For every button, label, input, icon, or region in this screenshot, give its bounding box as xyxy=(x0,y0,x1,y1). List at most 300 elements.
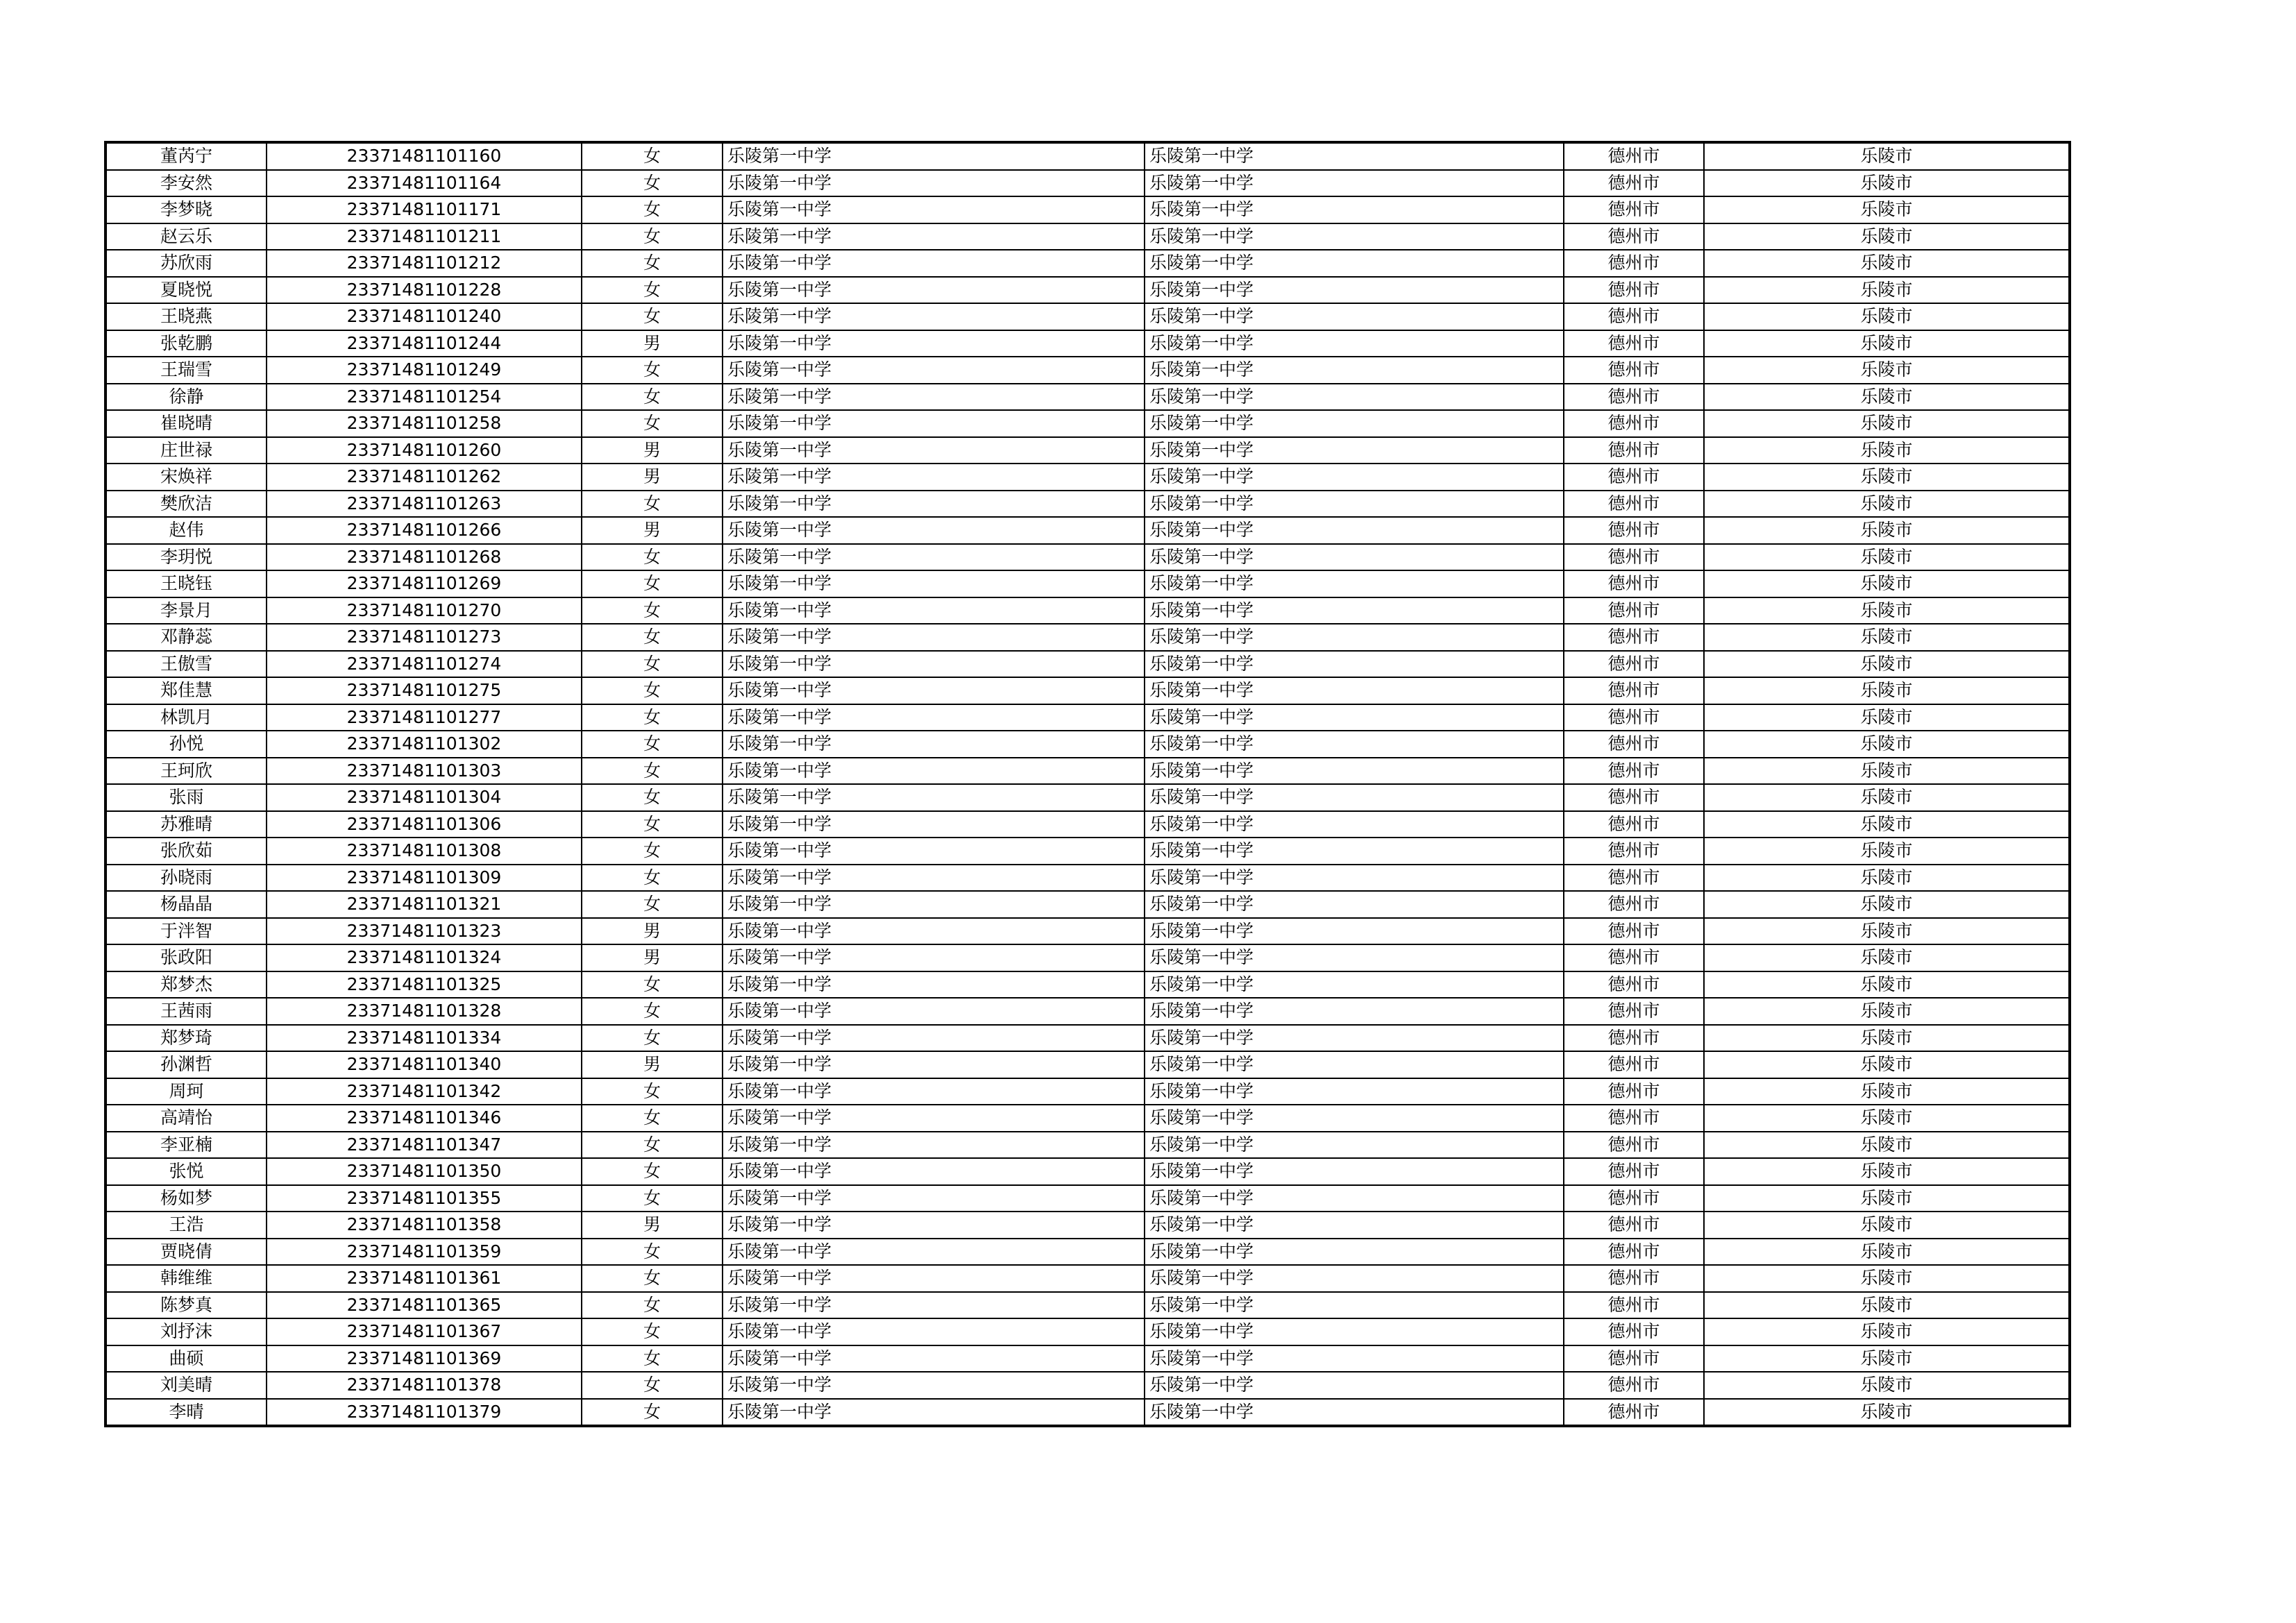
school-cell: 乐陵第一中学 xyxy=(723,998,1145,1025)
gender-cell: 女 xyxy=(582,731,723,758)
gender-cell: 男 xyxy=(582,944,723,971)
student-name-cell: 周珂 xyxy=(105,1078,267,1105)
school-cell: 乐陵第一中学 xyxy=(723,677,1145,704)
exam-number-cell: 23371481101266 xyxy=(267,517,582,544)
county-cell: 乐陵市 xyxy=(1704,437,2070,464)
county-cell: 乐陵市 xyxy=(1704,1265,2070,1292)
table-row xyxy=(105,1399,2070,1427)
exam-site-cell: 乐陵第一中学 xyxy=(1145,1345,1564,1373)
exam-site-cell: 乐陵第一中学 xyxy=(1145,491,1564,518)
student-name-cell: 邓静蕊 xyxy=(105,624,267,651)
table-row xyxy=(105,651,2070,678)
table-row xyxy=(105,918,2070,945)
gender-cell: 女 xyxy=(582,1399,723,1427)
county-cell: 乐陵市 xyxy=(1704,811,2070,838)
exam-site-cell: 乐陵第一中学 xyxy=(1145,998,1564,1025)
gender-cell: 女 xyxy=(582,170,723,197)
exam-number-cell: 23371481101309 xyxy=(267,865,582,892)
student-name-cell: 刘美晴 xyxy=(105,1372,267,1399)
exam-number-cell: 23371481101342 xyxy=(267,1078,582,1105)
exam-site-cell: 乐陵第一中学 xyxy=(1145,250,1564,277)
exam-number-cell: 23371481101347 xyxy=(267,1132,582,1159)
gender-cell: 女 xyxy=(582,250,723,277)
student-name-cell: 刘抒沫 xyxy=(105,1318,267,1345)
table-row xyxy=(105,277,2070,304)
gender-cell: 男 xyxy=(582,517,723,544)
gender-cell: 女 xyxy=(582,758,723,785)
city-cell: 德州市 xyxy=(1564,384,1704,411)
table-row xyxy=(105,303,2070,330)
student-name-cell: 张悦 xyxy=(105,1158,267,1185)
city-cell: 德州市 xyxy=(1564,1025,1704,1052)
county-cell: 乐陵市 xyxy=(1704,1185,2070,1212)
city-cell: 德州市 xyxy=(1564,1132,1704,1159)
exam-site-cell: 乐陵第一中学 xyxy=(1145,677,1564,704)
gender-cell: 女 xyxy=(582,811,723,838)
county-cell: 乐陵市 xyxy=(1704,384,2070,411)
exam-site-cell: 乐陵第一中学 xyxy=(1145,731,1564,758)
county-cell: 乐陵市 xyxy=(1704,1345,2070,1373)
exam-site-cell: 乐陵第一中学 xyxy=(1145,838,1564,865)
city-cell: 德州市 xyxy=(1564,784,1704,811)
county-cell: 乐陵市 xyxy=(1704,1158,2070,1185)
school-cell: 乐陵第一中学 xyxy=(723,491,1145,518)
student-name-cell: 孙晓雨 xyxy=(105,865,267,892)
student-name-cell: 徐静 xyxy=(105,384,267,411)
school-cell: 乐陵第一中学 xyxy=(723,784,1145,811)
student-name-cell: 庄世禄 xyxy=(105,437,267,464)
table-row xyxy=(105,998,2070,1025)
gender-cell: 男 xyxy=(582,464,723,491)
table-row xyxy=(105,196,2070,223)
exam-number-cell: 23371481101269 xyxy=(267,570,582,597)
city-cell: 德州市 xyxy=(1564,838,1704,865)
school-cell: 乐陵第一中学 xyxy=(723,944,1145,971)
exam-number-cell: 23371481101260 xyxy=(267,437,582,464)
city-cell: 德州市 xyxy=(1564,491,1704,518)
exam-site-cell: 乐陵第一中学 xyxy=(1145,758,1564,785)
exam-site-cell: 乐陵第一中学 xyxy=(1145,1372,1564,1399)
city-cell: 德州市 xyxy=(1564,1265,1704,1292)
county-cell: 乐陵市 xyxy=(1704,1239,2070,1266)
table-row xyxy=(105,1158,2070,1185)
exam-number-cell: 23371481101355 xyxy=(267,1185,582,1212)
school-cell: 乐陵第一中学 xyxy=(723,357,1145,384)
exam-number-cell: 23371481101303 xyxy=(267,758,582,785)
city-cell: 德州市 xyxy=(1564,250,1704,277)
school-cell: 乐陵第一中学 xyxy=(723,1399,1145,1427)
city-cell: 德州市 xyxy=(1564,1078,1704,1105)
school-cell: 乐陵第一中学 xyxy=(723,758,1145,785)
exam-site-cell: 乐陵第一中学 xyxy=(1145,651,1564,678)
exam-number-cell: 23371481101359 xyxy=(267,1239,582,1266)
gender-cell: 女 xyxy=(582,597,723,624)
school-cell: 乐陵第一中学 xyxy=(723,1372,1145,1399)
table-row xyxy=(105,1318,2070,1345)
school-cell: 乐陵第一中学 xyxy=(723,971,1145,999)
exam-number-cell: 23371481101378 xyxy=(267,1372,582,1399)
student-name-cell: 李亚楠 xyxy=(105,1132,267,1159)
gender-cell: 女 xyxy=(582,1158,723,1185)
city-cell: 德州市 xyxy=(1564,1372,1704,1399)
table-row xyxy=(105,731,2070,758)
county-cell: 乐陵市 xyxy=(1704,731,2070,758)
table-row xyxy=(105,1105,2070,1132)
exam-site-cell: 乐陵第一中学 xyxy=(1145,142,1564,170)
gender-cell: 女 xyxy=(582,677,723,704)
county-cell: 乐陵市 xyxy=(1704,1025,2070,1052)
student-name-cell: 苏雅晴 xyxy=(105,811,267,838)
exam-site-cell: 乐陵第一中学 xyxy=(1145,570,1564,597)
county-cell: 乐陵市 xyxy=(1704,704,2070,731)
exam-site-cell: 乐陵第一中学 xyxy=(1145,1185,1564,1212)
city-cell: 德州市 xyxy=(1564,357,1704,384)
exam-site-cell: 乐陵第一中学 xyxy=(1145,1318,1564,1345)
county-cell: 乐陵市 xyxy=(1704,838,2070,865)
school-cell: 乐陵第一中学 xyxy=(723,544,1145,571)
exam-site-cell: 乐陵第一中学 xyxy=(1145,544,1564,571)
exam-number-cell: 23371481101346 xyxy=(267,1105,582,1132)
gender-cell: 女 xyxy=(582,1265,723,1292)
gender-cell: 女 xyxy=(582,1132,723,1159)
gender-cell: 女 xyxy=(582,971,723,999)
school-cell: 乐陵第一中学 xyxy=(723,1025,1145,1052)
school-cell: 乐陵第一中学 xyxy=(723,624,1145,651)
county-cell: 乐陵市 xyxy=(1704,944,2070,971)
exam-site-cell: 乐陵第一中学 xyxy=(1145,918,1564,945)
school-cell: 乐陵第一中学 xyxy=(723,918,1145,945)
city-cell: 德州市 xyxy=(1564,142,1704,170)
city-cell: 德州市 xyxy=(1564,597,1704,624)
table-row xyxy=(105,570,2070,597)
exam-number-cell: 23371481101324 xyxy=(267,944,582,971)
city-cell: 德州市 xyxy=(1564,998,1704,1025)
county-cell: 乐陵市 xyxy=(1704,250,2070,277)
city-cell: 德州市 xyxy=(1564,758,1704,785)
table-row xyxy=(105,597,2070,624)
exam-site-cell: 乐陵第一中学 xyxy=(1145,597,1564,624)
table-row xyxy=(105,384,2070,411)
student-name-cell: 孙渊哲 xyxy=(105,1051,267,1078)
student-name-cell: 李玥悦 xyxy=(105,544,267,571)
exam-number-cell: 23371481101211 xyxy=(267,223,582,250)
city-cell: 德州市 xyxy=(1564,1345,1704,1373)
table-row xyxy=(105,811,2070,838)
city-cell: 德州市 xyxy=(1564,170,1704,197)
student-name-cell: 王傲雪 xyxy=(105,651,267,678)
exam-number-cell: 23371481101328 xyxy=(267,998,582,1025)
exam-site-cell: 乐陵第一中学 xyxy=(1145,1078,1564,1105)
county-cell: 乐陵市 xyxy=(1704,1372,2070,1399)
exam-number-cell: 23371481101302 xyxy=(267,731,582,758)
table-row xyxy=(105,223,2070,250)
school-cell: 乐陵第一中学 xyxy=(723,277,1145,304)
student-name-cell: 苏欣雨 xyxy=(105,250,267,277)
school-cell: 乐陵第一中学 xyxy=(723,891,1145,918)
school-cell: 乐陵第一中学 xyxy=(723,410,1145,437)
student-name-cell: 王浩 xyxy=(105,1212,267,1239)
gender-cell: 女 xyxy=(582,1292,723,1319)
county-cell: 乐陵市 xyxy=(1704,303,2070,330)
city-cell: 德州市 xyxy=(1564,811,1704,838)
table-row xyxy=(105,1265,2070,1292)
gender-cell: 男 xyxy=(582,1051,723,1078)
roster-sheet xyxy=(104,141,2068,1427)
exam-number-cell: 23371481101350 xyxy=(267,1158,582,1185)
exam-site-cell: 乐陵第一中学 xyxy=(1145,277,1564,304)
exam-number-cell: 23371481101304 xyxy=(267,784,582,811)
table-row xyxy=(105,1345,2070,1373)
school-cell: 乐陵第一中学 xyxy=(723,196,1145,223)
exam-site-cell: 乐陵第一中学 xyxy=(1145,437,1564,464)
student-name-cell: 崔晓晴 xyxy=(105,410,267,437)
exam-site-cell: 乐陵第一中学 xyxy=(1145,464,1564,491)
county-cell: 乐陵市 xyxy=(1704,891,2070,918)
exam-site-cell: 乐陵第一中学 xyxy=(1145,1105,1564,1132)
student-name-cell: 杨晶晶 xyxy=(105,891,267,918)
student-name-cell: 于泮智 xyxy=(105,918,267,945)
student-name-cell: 郑梦杰 xyxy=(105,971,267,999)
city-cell: 德州市 xyxy=(1564,410,1704,437)
school-cell: 乐陵第一中学 xyxy=(723,464,1145,491)
exam-site-cell: 乐陵第一中学 xyxy=(1145,1158,1564,1185)
county-cell: 乐陵市 xyxy=(1704,196,2070,223)
exam-number-cell: 23371481101274 xyxy=(267,651,582,678)
gender-cell: 女 xyxy=(582,651,723,678)
gender-cell: 女 xyxy=(582,544,723,571)
gender-cell: 女 xyxy=(582,1025,723,1052)
exam-site-cell: 乐陵第一中学 xyxy=(1145,624,1564,651)
city-cell: 德州市 xyxy=(1564,517,1704,544)
city-cell: 德州市 xyxy=(1564,570,1704,597)
county-cell: 乐陵市 xyxy=(1704,170,2070,197)
county-cell: 乐陵市 xyxy=(1704,1292,2070,1319)
exam-number-cell: 23371481101270 xyxy=(267,597,582,624)
gender-cell: 女 xyxy=(582,384,723,411)
gender-cell: 女 xyxy=(582,865,723,892)
student-name-cell: 孙悦 xyxy=(105,731,267,758)
school-cell: 乐陵第一中学 xyxy=(723,1292,1145,1319)
city-cell: 德州市 xyxy=(1564,1318,1704,1345)
table-row xyxy=(105,891,2070,918)
exam-number-cell: 23371481101268 xyxy=(267,544,582,571)
county-cell: 乐陵市 xyxy=(1704,491,2070,518)
exam-number-cell: 23371481101308 xyxy=(267,838,582,865)
table-row xyxy=(105,1239,2070,1266)
gender-cell: 女 xyxy=(582,491,723,518)
exam-number-cell: 23371481101379 xyxy=(267,1399,582,1427)
gender-cell: 男 xyxy=(582,437,723,464)
gender-cell: 女 xyxy=(582,1185,723,1212)
table-row xyxy=(105,784,2070,811)
exam-site-cell: 乐陵第一中学 xyxy=(1145,196,1564,223)
exam-number-cell: 23371481101277 xyxy=(267,704,582,731)
exam-number-cell: 23371481101275 xyxy=(267,677,582,704)
table-row xyxy=(105,464,2070,491)
city-cell: 德州市 xyxy=(1564,330,1704,357)
exam-number-cell: 23371481101334 xyxy=(267,1025,582,1052)
exam-number-cell: 23371481101369 xyxy=(267,1345,582,1373)
student-name-cell: 夏晓悦 xyxy=(105,277,267,304)
student-name-cell: 赵伟 xyxy=(105,517,267,544)
school-cell: 乐陵第一中学 xyxy=(723,303,1145,330)
school-cell: 乐陵第一中学 xyxy=(723,170,1145,197)
student-name-cell: 郑佳慧 xyxy=(105,677,267,704)
gender-cell: 女 xyxy=(582,142,723,170)
student-name-cell: 王茜雨 xyxy=(105,998,267,1025)
exam-number-cell: 23371481101262 xyxy=(267,464,582,491)
exam-number-cell: 23371481101212 xyxy=(267,250,582,277)
gender-cell: 女 xyxy=(582,570,723,597)
gender-cell: 女 xyxy=(582,784,723,811)
gender-cell: 女 xyxy=(582,624,723,651)
table-row xyxy=(105,1078,2070,1105)
exam-site-cell: 乐陵第一中学 xyxy=(1145,1051,1564,1078)
table-row xyxy=(105,704,2070,731)
exam-site-cell: 乐陵第一中学 xyxy=(1145,517,1564,544)
county-cell: 乐陵市 xyxy=(1704,1132,2070,1159)
table-row xyxy=(105,142,2070,170)
exam-number-cell: 23371481101325 xyxy=(267,971,582,999)
student-name-cell: 高靖怡 xyxy=(105,1105,267,1132)
table-row xyxy=(105,677,2070,704)
table-row xyxy=(105,491,2070,518)
city-cell: 德州市 xyxy=(1564,651,1704,678)
gender-cell: 女 xyxy=(582,277,723,304)
exam-site-cell: 乐陵第一中学 xyxy=(1145,1399,1564,1427)
exam-number-cell: 23371481101171 xyxy=(267,196,582,223)
county-cell: 乐陵市 xyxy=(1704,998,2070,1025)
student-name-cell: 王晓燕 xyxy=(105,303,267,330)
school-cell: 乐陵第一中学 xyxy=(723,250,1145,277)
table-row xyxy=(105,170,2070,197)
school-cell: 乐陵第一中学 xyxy=(723,838,1145,865)
gender-cell: 男 xyxy=(582,1212,723,1239)
table-row xyxy=(105,357,2070,384)
student-name-cell: 李景月 xyxy=(105,597,267,624)
gender-cell: 女 xyxy=(582,704,723,731)
city-cell: 德州市 xyxy=(1564,731,1704,758)
city-cell: 德州市 xyxy=(1564,704,1704,731)
gender-cell: 女 xyxy=(582,891,723,918)
student-name-cell: 张乾鹏 xyxy=(105,330,267,357)
student-name-cell: 韩维维 xyxy=(105,1265,267,1292)
exam-site-cell: 乐陵第一中学 xyxy=(1145,303,1564,330)
student-name-cell: 林凯月 xyxy=(105,704,267,731)
exam-site-cell: 乐陵第一中学 xyxy=(1145,865,1564,892)
exam-site-cell: 乐陵第一中学 xyxy=(1145,1132,1564,1159)
table-row xyxy=(105,1212,2070,1239)
city-cell: 德州市 xyxy=(1564,1158,1704,1185)
county-cell: 乐陵市 xyxy=(1704,1212,2070,1239)
school-cell: 乐陵第一中学 xyxy=(723,811,1145,838)
city-cell: 德州市 xyxy=(1564,1399,1704,1427)
exam-number-cell: 23371481101258 xyxy=(267,410,582,437)
county-cell: 乐陵市 xyxy=(1704,677,2070,704)
gender-cell: 女 xyxy=(582,1318,723,1345)
gender-cell: 女 xyxy=(582,1239,723,1266)
county-cell: 乐陵市 xyxy=(1704,223,2070,250)
city-cell: 德州市 xyxy=(1564,944,1704,971)
gender-cell: 女 xyxy=(582,1345,723,1373)
county-cell: 乐陵市 xyxy=(1704,357,2070,384)
student-name-cell: 曲硕 xyxy=(105,1345,267,1373)
county-cell: 乐陵市 xyxy=(1704,142,2070,170)
county-cell: 乐陵市 xyxy=(1704,1051,2070,1078)
table-row xyxy=(105,944,2070,971)
gender-cell: 女 xyxy=(582,357,723,384)
school-cell: 乐陵第一中学 xyxy=(723,1185,1145,1212)
county-cell: 乐陵市 xyxy=(1704,784,2070,811)
exam-site-cell: 乐陵第一中学 xyxy=(1145,811,1564,838)
exam-number-cell: 23371481101365 xyxy=(267,1292,582,1319)
city-cell: 德州市 xyxy=(1564,223,1704,250)
table-row xyxy=(105,544,2070,571)
county-cell: 乐陵市 xyxy=(1704,651,2070,678)
county-cell: 乐陵市 xyxy=(1704,544,2070,571)
student-name-cell: 李晴 xyxy=(105,1399,267,1427)
exam-number-cell: 23371481101340 xyxy=(267,1051,582,1078)
school-cell: 乐陵第一中学 xyxy=(723,1158,1145,1185)
exam-number-cell: 23371481101164 xyxy=(267,170,582,197)
county-cell: 乐陵市 xyxy=(1704,1078,2070,1105)
exam-site-cell: 乐陵第一中学 xyxy=(1145,891,1564,918)
city-cell: 德州市 xyxy=(1564,1105,1704,1132)
exam-number-cell: 23371481101228 xyxy=(267,277,582,304)
table-row xyxy=(105,1132,2070,1159)
exam-number-cell: 23371481101249 xyxy=(267,357,582,384)
school-cell: 乐陵第一中学 xyxy=(723,223,1145,250)
exam-number-cell: 23371481101306 xyxy=(267,811,582,838)
school-cell: 乐陵第一中学 xyxy=(723,651,1145,678)
student-name-cell: 杨如梦 xyxy=(105,1185,267,1212)
school-cell: 乐陵第一中学 xyxy=(723,1239,1145,1266)
exam-site-cell: 乐陵第一中学 xyxy=(1145,223,1564,250)
exam-number-cell: 23371481101367 xyxy=(267,1318,582,1345)
table-row xyxy=(105,865,2070,892)
table-row xyxy=(105,437,2070,464)
exam-site-cell: 乐陵第一中学 xyxy=(1145,944,1564,971)
exam-number-cell: 23371481101273 xyxy=(267,624,582,651)
school-cell: 乐陵第一中学 xyxy=(723,517,1145,544)
county-cell: 乐陵市 xyxy=(1704,464,2070,491)
city-cell: 德州市 xyxy=(1564,891,1704,918)
exam-number-cell: 23371481101358 xyxy=(267,1212,582,1239)
exam-number-cell: 23371481101321 xyxy=(267,891,582,918)
county-cell: 乐陵市 xyxy=(1704,410,2070,437)
student-name-cell: 赵云乐 xyxy=(105,223,267,250)
table-row xyxy=(105,410,2070,437)
school-cell: 乐陵第一中学 xyxy=(723,1078,1145,1105)
school-cell: 乐陵第一中学 xyxy=(723,1265,1145,1292)
exam-number-cell: 23371481101160 xyxy=(267,142,582,170)
school-cell: 乐陵第一中学 xyxy=(723,570,1145,597)
student-name-cell: 樊欣洁 xyxy=(105,491,267,518)
exam-site-cell: 乐陵第一中学 xyxy=(1145,1265,1564,1292)
school-cell: 乐陵第一中学 xyxy=(723,1051,1145,1078)
gender-cell: 女 xyxy=(582,303,723,330)
gender-cell: 女 xyxy=(582,998,723,1025)
student-name-cell: 张雨 xyxy=(105,784,267,811)
school-cell: 乐陵第一中学 xyxy=(723,731,1145,758)
exam-site-cell: 乐陵第一中学 xyxy=(1145,784,1564,811)
school-cell: 乐陵第一中学 xyxy=(723,1212,1145,1239)
city-cell: 德州市 xyxy=(1564,1292,1704,1319)
table-row xyxy=(105,624,2070,651)
table-row xyxy=(105,971,2070,999)
county-cell: 乐陵市 xyxy=(1704,971,2070,999)
exam-site-cell: 乐陵第一中学 xyxy=(1145,170,1564,197)
